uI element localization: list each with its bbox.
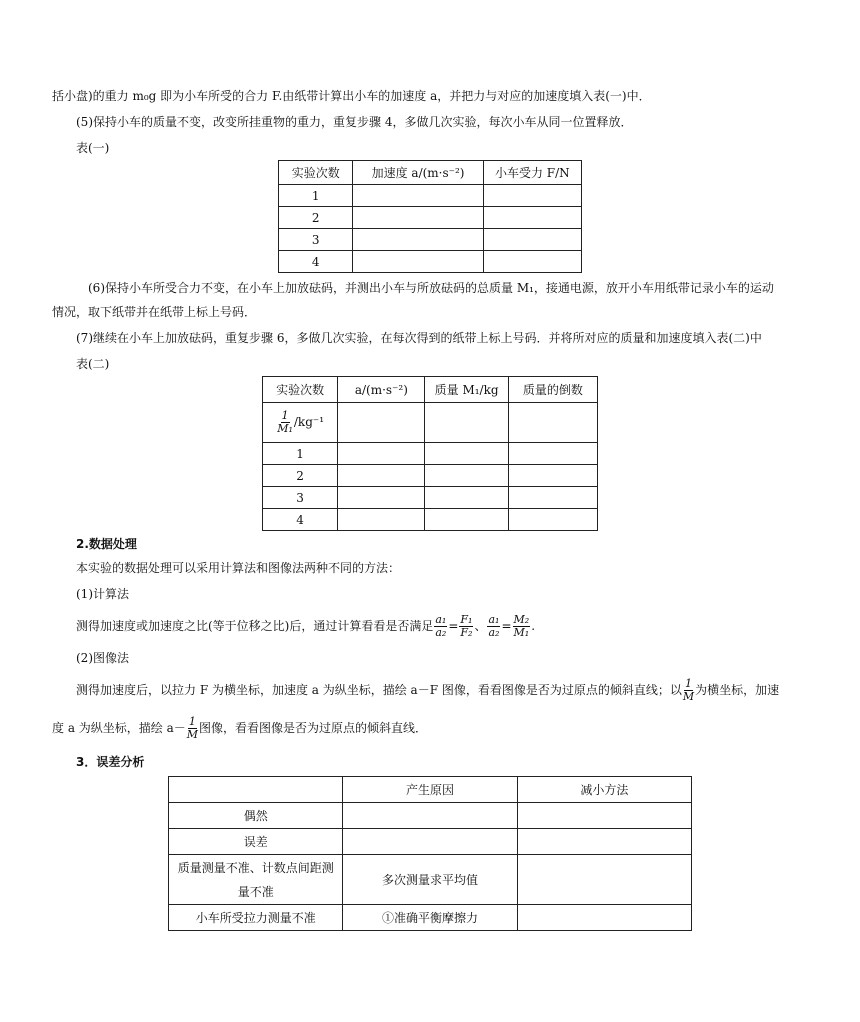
table-header: 质量的倒数 <box>508 377 597 403</box>
table-row <box>169 855 692 905</box>
section-heading: 3．误差分析 <box>76 755 145 769</box>
paragraph-line: 情况，取下纸带并在纸带上标上号码． <box>52 305 257 319</box>
table-cell: ①准确平衡摩擦力 <box>343 905 517 931</box>
table-header: 减小方法 <box>517 777 691 803</box>
paragraph-line: (6)保持小车所受合力不变，在小车上加放砝码，并测出小车与所放砝码的总质量 M₁，接通电源，放开小车用纸带记录小车的运动 <box>88 281 774 295</box>
table-cell: 1 <box>279 185 353 207</box>
paragraph-line: 括小盘)的重力 m₀g 即为小车所受的合力 F.由纸带计算出小车的加速度 a，并把力与对应的加速度填入表(一)中． <box>52 89 651 103</box>
table-row <box>169 803 692 829</box>
table-cell: 小车所受拉力测量不准 <box>169 905 343 931</box>
table-header: 产生原因 <box>343 777 517 803</box>
table-header: 加速度 a/(m·s⁻²) <box>353 161 483 185</box>
table-row <box>279 185 582 207</box>
table-header <box>169 777 343 803</box>
reciprocal-mass-label: $\frac{1}{\text{M₁}}$ /kg⁻¹ <box>263 403 338 443</box>
table-row <box>263 443 598 465</box>
table-caption: 表(一) <box>76 141 110 155</box>
table-cell: 4 <box>279 251 353 273</box>
table-cell: 4 <box>263 509 338 531</box>
table-row <box>279 207 582 229</box>
section-heading: 2.数据处理 <box>76 537 137 551</box>
paragraph-line: (1)计算法 <box>76 587 129 601</box>
table-row <box>263 487 598 509</box>
table-cell: 3 <box>279 229 353 251</box>
table-header: a/(m·s⁻²) <box>338 377 425 403</box>
table-one <box>278 160 582 273</box>
table-cell: 多次测量求平均值 <box>343 855 517 905</box>
table-cell: 误差 <box>169 829 343 855</box>
table-cell: 2 <box>263 465 338 487</box>
paragraph-line: (2)图像法 <box>76 651 129 665</box>
table-two <box>262 376 598 531</box>
error-analysis-table <box>168 776 692 931</box>
paragraph-line: 本实验的数据处理可以采用计算法和图像法两种不同的方法： <box>76 561 401 575</box>
paragraph-line: (7)继续在小车上加放砝码，重复步骤 6，多做几次实验，在每次得到的纸带上标上号码．并将所对应的质量和加速度填入表(二)中 <box>76 331 762 345</box>
table-caption: 表(二) <box>76 357 110 371</box>
table-cell: 3 <box>263 487 338 509</box>
formula-line: 测得加速度或加速度之比(等于位移之比)后，通过计算看看是否满足 $\frac{\text{a₁}}{\text{a₂}}$ = $\frac{\text{F₁}}{\text{F₂}}$ 、 $\frac{\text{a₁}}{\text{a₂}}$ = $\frac{\text{M₂}}{\text{M₁}}$ . <box>76 613 536 639</box>
table-cell: 1 <box>263 443 338 465</box>
table-row <box>263 465 598 487</box>
table-row <box>169 829 692 855</box>
table-cell: 2 <box>279 207 353 229</box>
paragraph-line: 测得加速度后，以拉力 F 为横坐标，加速度 a 为纵坐标，描绘 a－F 图像，看看图像是否为过原点的倾斜直线；以 $\frac{1}{M}$ 为横坐标，加速 <box>76 677 780 703</box>
table-header: 质量 M₁/kg <box>425 377 508 403</box>
paragraph-line: 度 a 为纵坐标，描绘 a－ $\frac{1}{M}$ 图像，看看图像是否为过原点的倾斜直线． <box>52 715 428 741</box>
table-cell: 质量测量不准、计数点间距测量不准 <box>169 855 343 905</box>
table-header: 实验次数 <box>279 161 353 185</box>
table-row <box>279 251 582 273</box>
paragraph-line: (5)保持小车的质量不变，改变所挂重物的重力，重复步骤 4，多做几次实验，每次小车从同一位置释放． <box>76 115 633 129</box>
table-cell: 偶然 <box>169 803 343 829</box>
table-row <box>263 509 598 531</box>
table-row <box>169 905 692 931</box>
table-row <box>279 229 582 251</box>
table-header: 小车受力 F/N <box>483 161 581 185</box>
table-header: 实验次数 <box>263 377 338 403</box>
